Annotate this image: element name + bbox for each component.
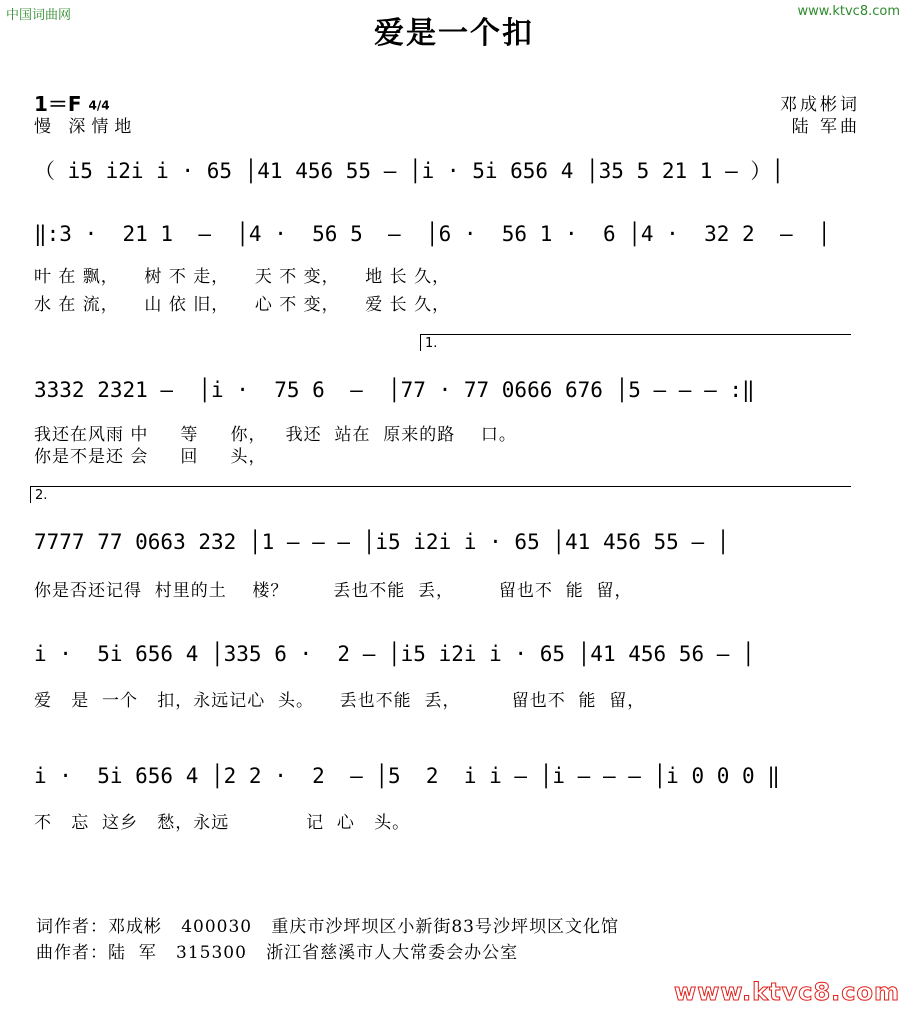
score-line-4-lyric: 你是否还记得 村里的土 楼？ 丢也不能 丢， 留也不 能 留， — [34, 581, 633, 601]
score-line-6-lyric: 不 忘 这乡 愁，永远 记 心 头。 — [34, 813, 411, 833]
score-line-2-lyric-1: 叶 在 飘， 树 不 走， 天 不 变， 地 长 久， — [34, 267, 451, 287]
score-line-3-notes: 3332 2321 — │i · 75 6 — │77 · 77 0666 676 │5 — — — :‖ — [34, 378, 755, 402]
footer-lyricist-info: 词作者：邓成彬 400030 重庆市沙坪坝区小新街83号沙坪坝区文化馆 — [36, 917, 619, 937]
score-line-5-notes: i · 5i 656 4 │335 6 · 2 — │i5 i2i i · 65 │41 456 56 — │ — [34, 642, 755, 666]
volta-2-bracket — [30, 486, 851, 503]
footer-composer-info: 曲作者：陆 军 315300 浙江省慈溪市人大常委会办公室 — [36, 943, 519, 963]
score-line-6-notes: i · 5i 656 4 │2 2 · 2 — │5 2 i i — │i — — — │i 0 0 0 ‖ — [34, 764, 780, 788]
song-title: 爱是一个扣 — [374, 16, 534, 51]
score-line-5-lyric: 爱 是 一个 扣，永远记心 头。 丢也不能 丢， 留也不 能 留， — [34, 691, 646, 711]
score-line-4-notes: 7777 77 0663 232 │1 — — — │i5 i2i i · 65 │41 456 55 — │ — [34, 530, 730, 554]
site-watermark: www.ktvc8.com — [674, 978, 900, 1006]
score-line-3-lyric-1: 我还在风雨 中 等 你， 我还 站在 原来的路 口。 — [34, 425, 517, 445]
score-line-2-lyric-2: 水 在 流， 山 依 旧， 心 不 变， 爱 长 久， — [34, 295, 451, 315]
volta-2-label: 2. — [35, 488, 48, 503]
site-url[interactable]: www.ktvc8.com — [797, 4, 900, 19]
volta-1-label: 1. — [425, 336, 438, 351]
lyricist-credit: 邓成彬词 — [780, 95, 860, 115]
score-line-3-lyric-2: 你是不是还 会 回 头， — [34, 447, 267, 467]
composer-credit: 陆 军曲 — [791, 117, 860, 137]
site-name[interactable]: 中国词曲网 — [6, 8, 72, 23]
tempo-expression: 慢 深情地 — [34, 117, 138, 137]
key-label: 1＝F — [34, 92, 82, 116]
time-signature: 4/4 — [88, 98, 110, 113]
volta-1-bracket — [420, 334, 851, 351]
score-line-1-notes: （ i5 i2i i · 65 │41 456 55 — │i · 5i 656 4 │35 5 21 1 — ）│ — [34, 159, 785, 183]
score-line-2-notes: ‖:3 · 21 1 — │4 · 56 5 — │6 · 56 1 · 6 │4 · 32 2 — │ — [34, 222, 831, 246]
